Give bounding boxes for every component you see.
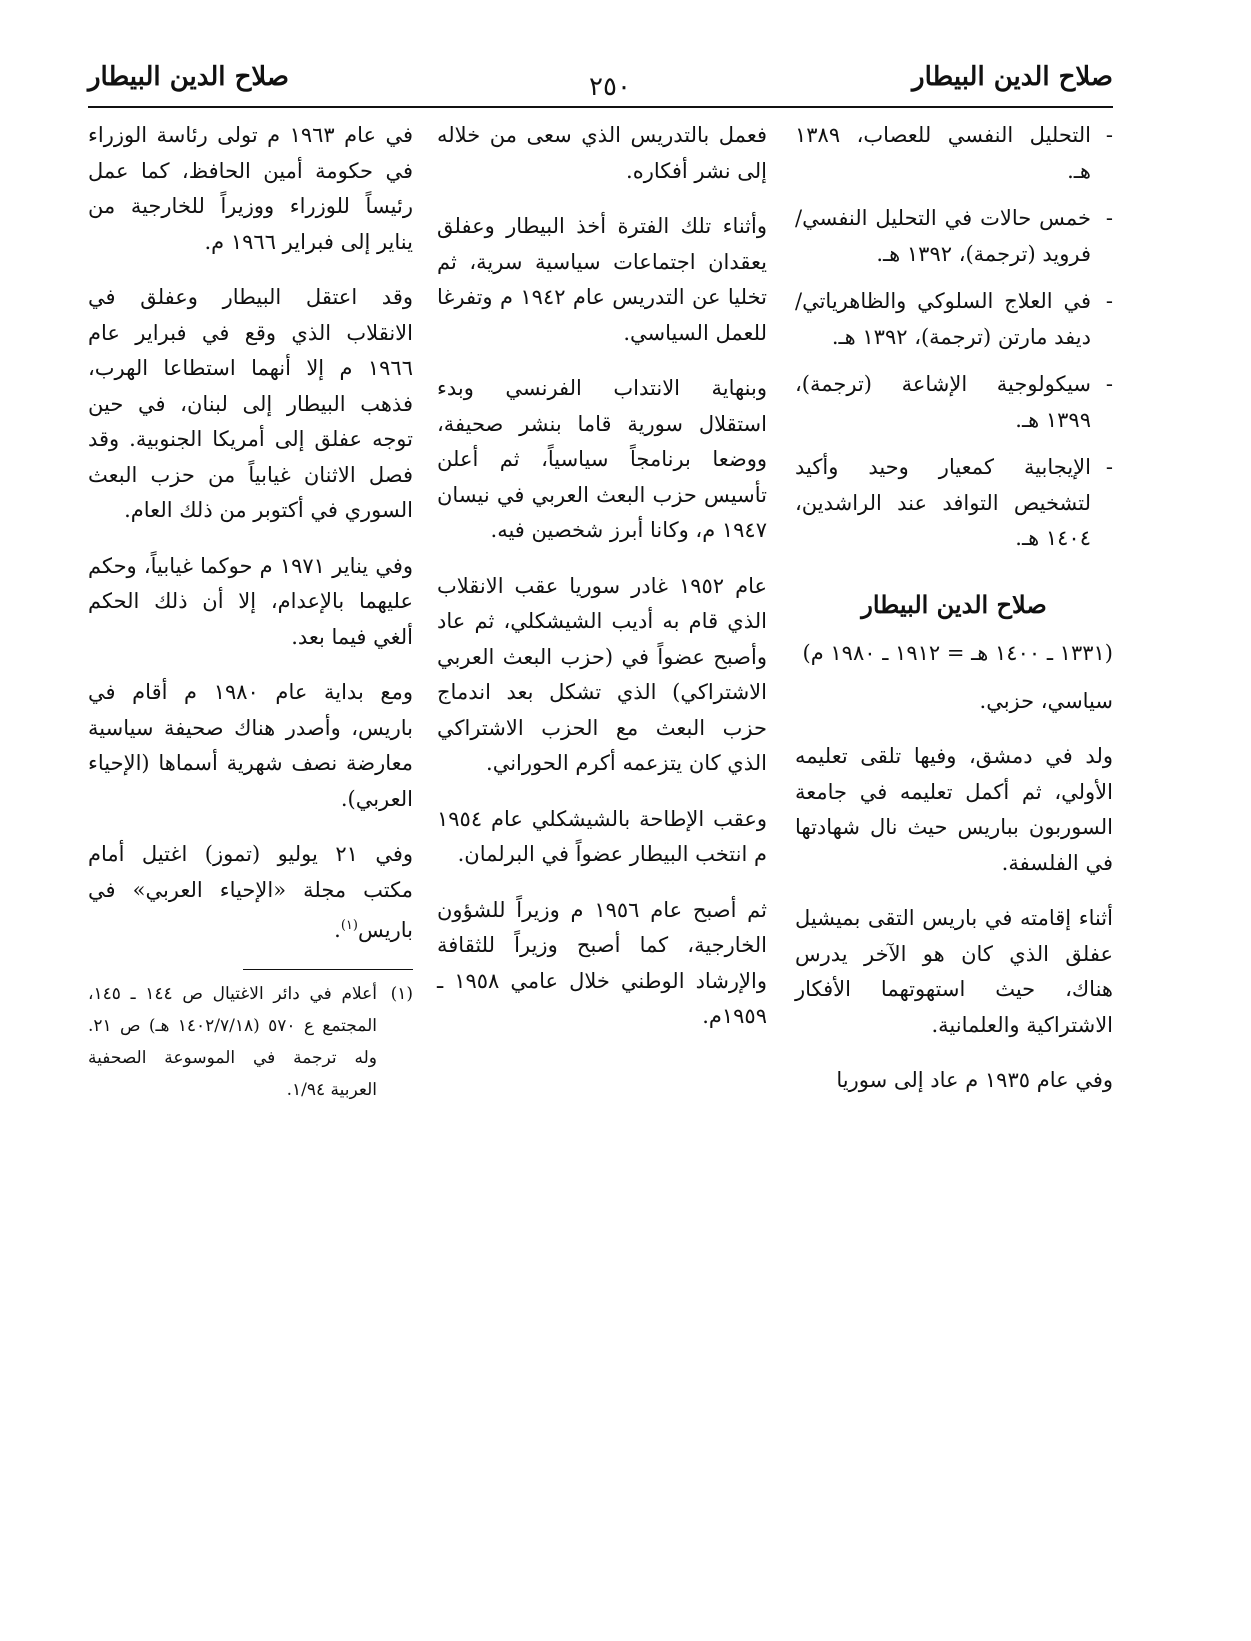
list-item: - سيكولوجية الإشاعة (ترجمة)، ١٣٩٩ هـ. [795,367,1113,438]
entry-title: صلاح الدين البيطار [861,589,1047,619]
paragraph: ولد في دمشق، وفيها تلقى تعليمه الأولي، ثم أكمل تعليمه في جامعة السوربون بباريس حيث نال شهادتها في الفلسفة. [795,744,1113,875]
paragraph: وقد اعتقل البيطار وعفلق في الانقلاب الذي وقع في فبراير عام ١٩٦٦ م إلا أنهما استطاعا الهرب، فذهب البيطار إلى لبنان، في حين توجه عفلق إلى أمريكا الجنوبية. وقد فصل الاثنان غيابياً من حزب البعث السوري في أكتوبر من ذلك العام. [88,285,413,522]
list-item: - الإيجابية كمعيار وحيد وأكيد لتشخيص التوافد عند الراشدين، ١٤٠٤ هـ. [795,450,1113,557]
footnote [88,978,413,1106]
entry-dates: (١٣٣١ ـ ١٤٠٠ هـ = ١٩١٢ ـ ١٩٨٠ م) [802,641,1113,665]
footnote-rule [243,969,413,970]
paragraph-end: . [334,918,341,942]
page-number: ٢٥٠ [589,72,631,102]
running-header-right: صلاح الدين البيطار [912,62,1113,92]
header-rule [88,106,1113,108]
paragraph: وأثناء تلك الفترة أخذ البيطار وعفلق يعقدان اجتماعات سياسية سرية، ثم تخليا عن التدريس عام ١٩٤٢ م وتفرغا للعمل السياسي. [437,214,767,345]
paragraph: ومع بداية عام ١٩٨٠ م أقام في باريس، وأصدر هناك صحيفة سياسية معارضة نصف شهرية أسماها (الإحياء العربي). [88,680,413,811]
column-middle [437,118,767,1055]
paragraph: وفي عام ١٩٣٥ م عاد إلى سوريا [836,1068,1113,1092]
column-right [795,118,1113,1119]
column-left [88,118,413,1106]
paragraph: وعقب الإطاحة بالشيشكلي عام ١٩٥٤ م انتخب البيطار عضواً في البرلمان. [437,806,767,866]
works-list [795,118,1113,557]
paragraph: في عام ١٩٦٣ م تولى رئاسة الوزراء في حكومة أمين الحافظ، كما عمل رئيساً للوزراء ووزيراً للخارجية من يناير إلى فبراير ١٩٦٦ م. [88,123,413,254]
paragraph-text: وفي ٢١ يوليو (تموز) اغتيل أمام مكتب مجلة «الإحياء العربي» في باريس [88,842,414,942]
footnote-mark: (١) [390,983,413,1004]
list-item: - التحليل النفسي للعصاب، ١٣٨٩ هـ. [795,118,1113,189]
paragraph: أثناء إقامته في باريس التقى بميشيل عفلق الذي كان هو الآخر يدرس هناك، حيث استهوتهما الأفكار الاشتراكية والعلمانية. [795,906,1113,1037]
running-header-left: صلاح الدين البيطار [88,62,289,92]
paragraph: عام ١٩٥٢ غادر سوريا عقب الانقلاب الذي قام به أديب الشيشكلي، ثم عاد وأصبح عضواً في (حزب البعث العربي الاشتراكي) الذي تشكل بعد اندماج حزب البعث مع الحزب الاشتراكي الذي كان يتزعمه أكرم الحوراني. [437,573,767,775]
paragraph: فعمل بالتدريس الذي سعى من خلاله إلى نشر أفكاره. [437,123,767,183]
list-item: - خمس حالات في التحليل النفسي/ فروید (ترجمة)، ١٣٩٢ هـ. [795,201,1113,272]
paragraph: وفي يناير ١٩٧١ م حوكما غيابياً، وحكم عليهما بالإعدام، إلا أن ذلك الحكم ألغي فيما بعد. [88,553,414,649]
footnote-text: أعلام في دائر الاغتيال ص ١٤٤ ـ ١٤٥، المجتمع ع ٥٧٠ (١٤٠٢/٧/١٨ هـ) ص ٢١. وله ترجمة في الموسوعة الصحفية العربية ١/٩٤. [88,983,377,1100]
paragraph: وبنهاية الانتداب الفرنسي وبدء استقلال سورية قاما بنشر صحيفة، ووضعا برنامجاً سياسياً، ثم أعلن تأسيس حزب البعث العربي في نيسان ١٩٤٧ م، وكانا أبرز شخصين فيه. [437,376,767,542]
paragraph: ثم أصبح عام ١٩٥٦ م وزيراً للشؤون الخارجية، كما أصبح وزيراً للثقافة والإرشاد الوطني خلال عامي ١٩٥٨ ـ ١٩٥٩م. [437,897,768,1028]
footnote-reference[interactable]: (١) [340,918,358,933]
paragraph: سياسي، حزبي. [979,688,1113,713]
list-item: - في العلاج السلوكي والظاهرياتي/ ديفد مارتن (ترجمة)، ١٣٩٢ هـ. [795,284,1113,355]
last-paragraph [88,837,413,949]
